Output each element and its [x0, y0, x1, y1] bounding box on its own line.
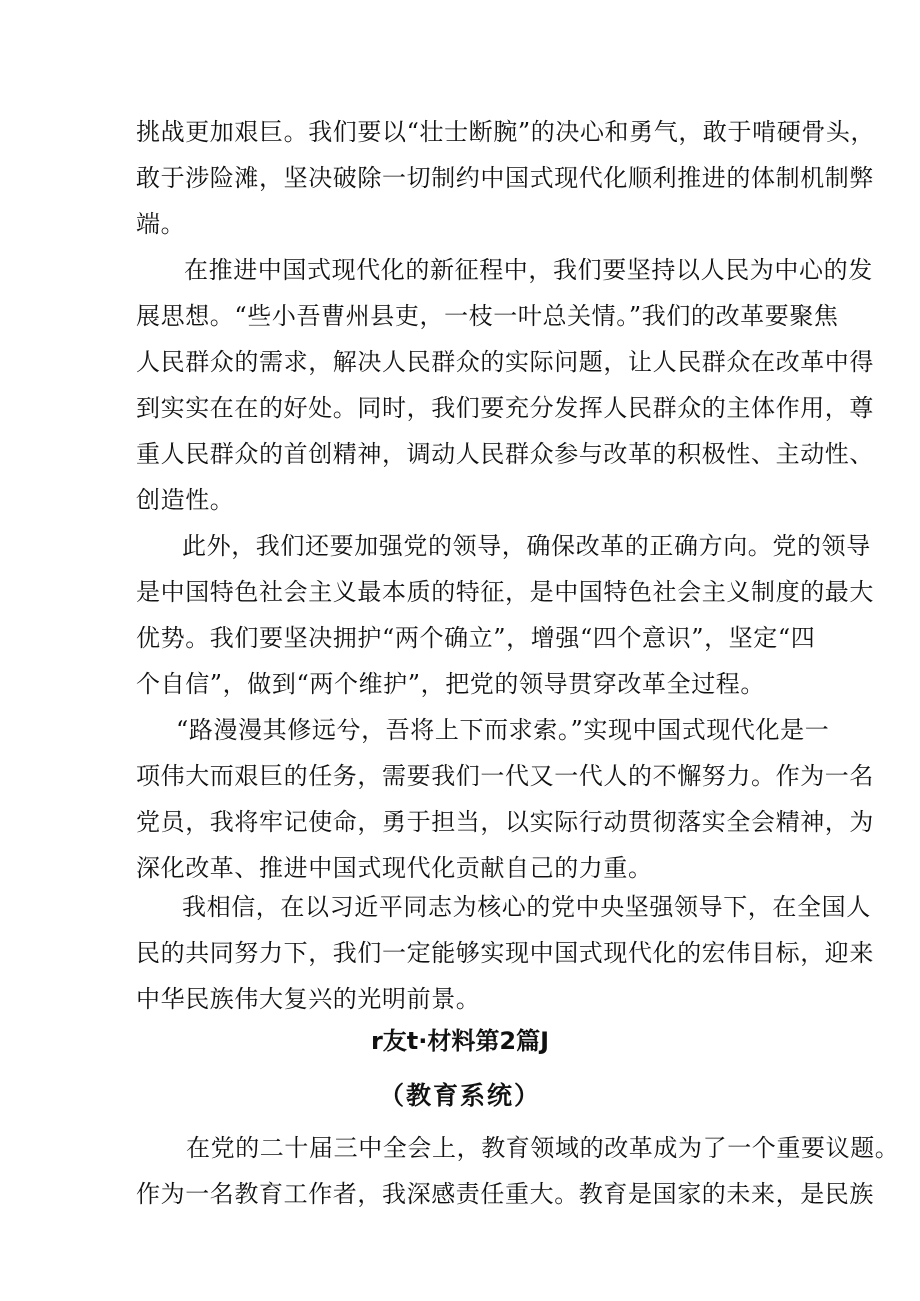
text-line: 在党的二十届三中全会上，教育领域的改革成为了一个重要议题。 — [186, 1134, 900, 1162]
text-line: 敢于涉险滩，坚决破除一切制约中国式现代化顺利推进的体制机制弊 — [136, 164, 874, 192]
text-line: 个自信”，做到“两个维护”，把党的领导贯穿改革全过程。 — [136, 670, 766, 698]
text-line: 我相信，在以习近平同志为核心的党中央坚强领导下，在全国人 — [182, 893, 871, 921]
text-line: 党员，我将牢记使命，勇于担当，以实际行动贯彻落实全会精神，为 — [136, 808, 874, 836]
text-line: 重人民群众的首创精神，调动人民群众参与改革的积极性、主动性、 — [136, 440, 874, 468]
text-line: 优势。我们要坚决拥护“两个确立”，增强“四个意识”，坚定“四 — [136, 624, 816, 652]
text-line: 深化改革、推进中国式现代化贡献自己的力重。 — [136, 854, 653, 882]
text-line: 此外，我们还要加强党的领导，确保改革的正确方向。党的领导 — [182, 532, 871, 560]
section-subheading: （教育系统） — [378, 1081, 541, 1110]
text-line: 展思想。“些小吾曹州县吏，一枝一叶总关情。”我们的改革要聚焦 — [136, 302, 839, 330]
text-line: 创造性。 — [136, 486, 235, 514]
text-line: 人民群众的需求，解决人民群众的实际问题，让人民群众在改革中得 — [136, 348, 874, 376]
text-line: 民的共同努力下，我们一定能够实现中国式现代化的宏伟目标，迎来 — [136, 939, 874, 967]
text-line: 作为一名教育工作者，我深感责任重大。教育是国家的未来，是民族 — [136, 1180, 874, 1208]
text-line: 是中国特色社会主义最本质的特征，是中国特色社会主义制度的最大 — [136, 578, 874, 606]
text-line: 到实实在在的好处。同时，我们要充分发挥人民群众的主体作用，尊 — [136, 394, 874, 422]
text-line: 中华民族伟大复兴的光明前景。 — [136, 985, 481, 1013]
text-line: “路漫漫其修远兮，吾将上下而求索。”实现中国式现代化是一 — [176, 716, 830, 744]
text-line: 项伟大而艰巨的任务，需要我们一代又一代人的不懈努力。作为一名 — [136, 762, 874, 790]
text-line: 挑战更加艰巨。我们要以“壮士断腕”的决心和勇气，敢于啃硬骨头， — [136, 118, 876, 146]
text-line: 端。 — [136, 210, 186, 238]
text-line: 在推进中国式现代化的新征程中，我们要坚持以人民为中心的发 — [184, 256, 873, 284]
section-heading: r友t·材料第2篇J — [370, 1027, 550, 1055]
